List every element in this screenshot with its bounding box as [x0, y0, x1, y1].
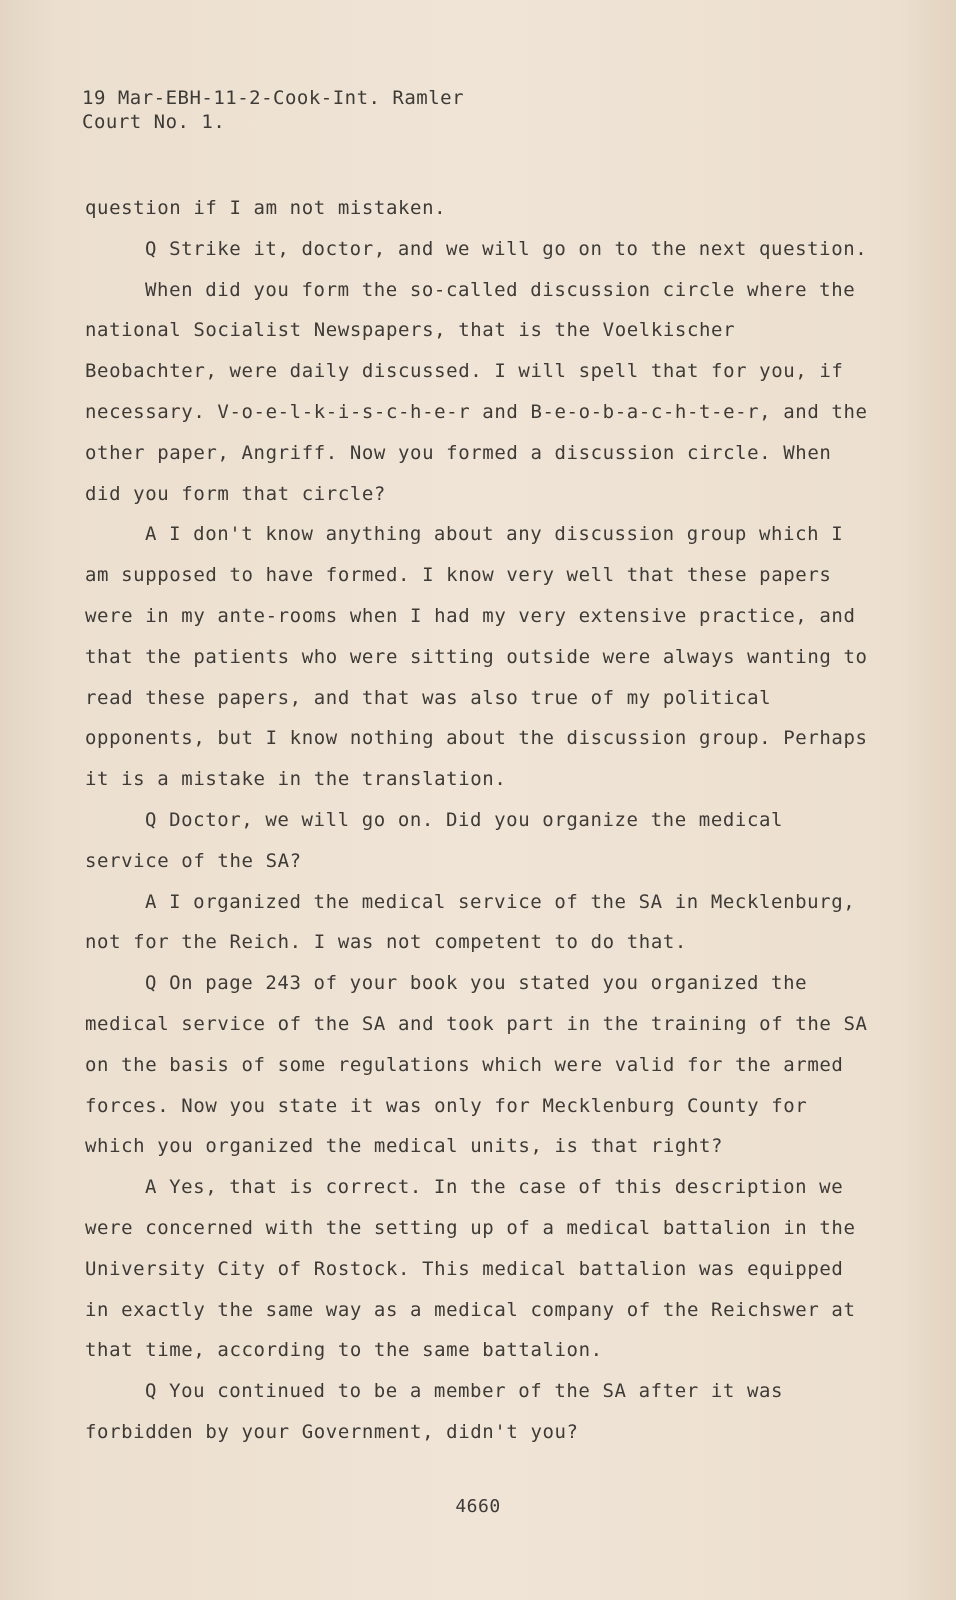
page-number: 4660 — [455, 1496, 501, 1517]
paragraph: A I organized the medical service of the SA in Mecklenburg, not for the Reich. I was not competent to do that. — [85, 890, 856, 954]
paragraph: When did you form the so-called discussion circle where the national Socialist Newspapers, that is the Voelkischer Beobachter, were daily discussed. I will spell that for you, if necessary. V-o-e-l-k-i-s-c-h-e-r and B-e-o-b-a-c-h-t-e-r, and the other paper, Angriff. Now you formed a discussion circle. When did you form that circle? — [85, 278, 868, 505]
paragraph: Q Doctor, we will go on. Did you organize the medical service of the SA? — [85, 808, 784, 872]
paragraph: A I don't know anything about any discussion group which I am supposed to have formed. I know very well that these papers were in my ante-rooms when I had my very extensive practice, and that the patients who were sitting outside were always wanting to read these papers, and that was also true of my political opponents, but I know nothing about the discussion group. Perhaps it is a mistake in the translation. — [85, 523, 868, 791]
paragraph: A Yes, that is correct. In the case of this description we were concerned with the setting up of a medical battalion in the University City of Rostock. This medical battalion was equipped in exactly the same way as a medical company of the Reichswer at that time, according to the same battalion. — [85, 1176, 856, 1362]
document-header — [82, 86, 464, 134]
header-line-1: 19 Mar-EBH-11-2-Cook-Int. Ramler — [82, 87, 465, 109]
paragraph: Q You continued to be a member of the SA after it was forbidden by your Government, didn't you? — [85, 1380, 784, 1443]
paragraph: question if I am not mistaken. — [85, 197, 447, 219]
header-line-2: Court No. 1. — [82, 111, 226, 133]
transcript-body — [85, 188, 875, 1453]
paragraph: Q Strike it, doctor, and we will go on to the next question. — [145, 237, 868, 260]
paragraph: Q On page 243 of your book you stated you organized the medical service of the SA and took part in the training of the SA on the basis of some regulations which were valid for the armed forces. Now you state it was only for Mecklenburg County for which you organized the medical units, is that right? — [85, 972, 868, 1158]
